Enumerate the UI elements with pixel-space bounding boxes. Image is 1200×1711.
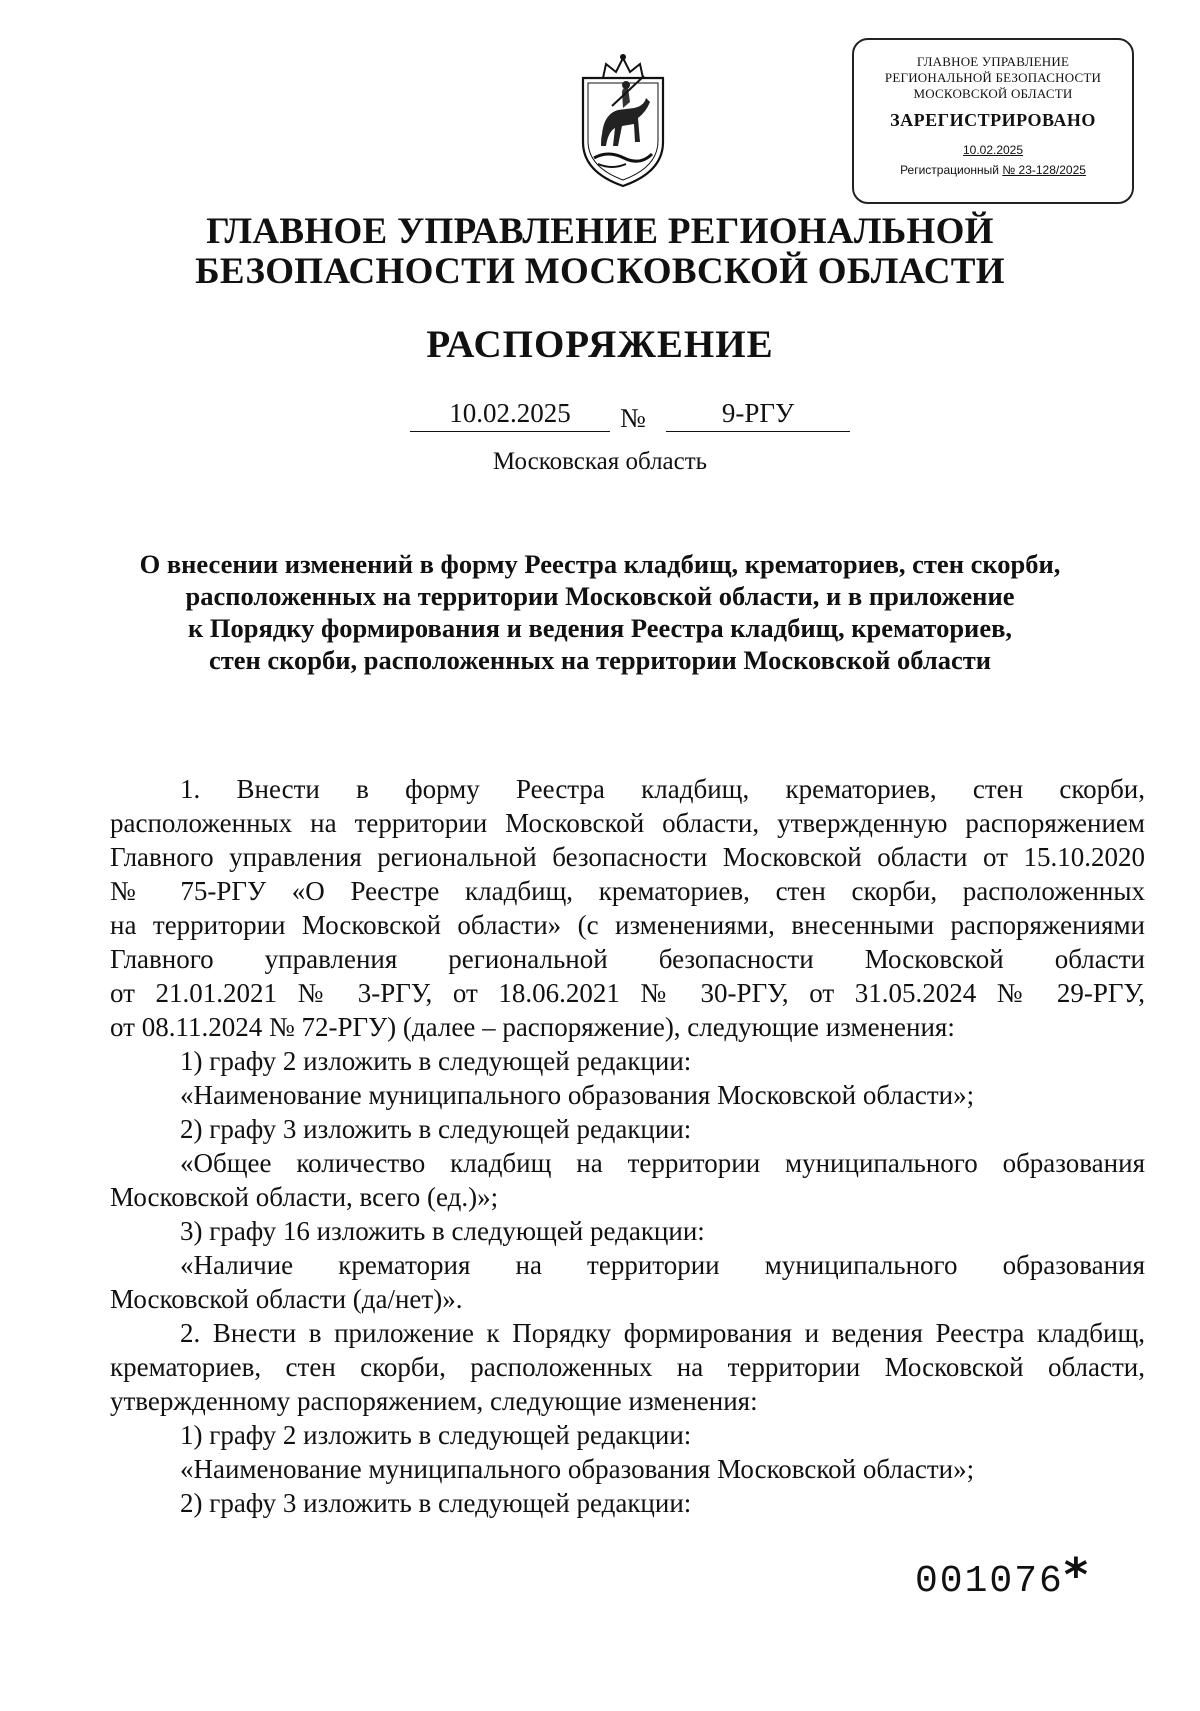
body-line: утвержденному распоряжением, следующие изменения: <box>110 1386 758 1416</box>
body-line: «Наличие крематория на территории муниципального образования <box>180 1250 1145 1280</box>
body-line: крематориев, стен скорби, расположенных на территории Московской области, <box>110 1352 1145 1382</box>
body-line: Московской области (да/нет)». <box>110 1284 463 1314</box>
stamp-date: 10.02.2025 <box>962 143 1024 157</box>
stamp-reg-number <box>854 162 1132 178</box>
body-line: Московской области, всего (ед.)»; <box>110 1182 499 1212</box>
body-line: 2. Внести в приложение к Порядку формирования и ведения Реестра кладбищ, <box>180 1318 1145 1348</box>
stamp-reg-value: № 23-128/2025 <box>1002 163 1086 177</box>
body-line: 2) графу 3 изложить в следующей редакции: <box>180 1488 692 1518</box>
body-line: «Общее количество кладбищ на территории муниципального образования <box>180 1148 1145 1178</box>
body-line: от 21.01.2021 № 3-РГУ, от 18.06.2021 № 30-РГУ, от 31.05.2024 № 29-РГУ, <box>110 978 1145 1008</box>
body-line: 3) графу 16 изложить в следующей редакции: <box>180 1216 705 1246</box>
subject-line: к Порядку формирования и ведения Реестра кладбищ, крематориев, <box>187 613 1013 643</box>
stamp-org-line2: РЕГИОНАЛЬНОЙ БЕЗОПАСНОСТИ <box>884 70 1102 85</box>
registration-stamp <box>852 38 1134 204</box>
document-code-number: 001076 <box>915 1560 1064 1603</box>
body-line: Главного управления региональной безопасности Московской области <box>110 944 1145 974</box>
place: Московская область <box>492 448 708 475</box>
body-line: «Наименование муниципального образования Московской области»; <box>180 1080 975 1110</box>
number-sign: № <box>620 403 646 433</box>
asterisk-mark: * <box>1063 1548 1090 1602</box>
body-line: на территории Московской области» (с изменениями, внесенными распоряжениями <box>110 910 1145 940</box>
document-type: РАСПОРЯЖЕНИЕ <box>426 323 774 366</box>
body-line: от 08.11.2024 № 72-РГУ) (далее – распоряжение), следующие изменения: <box>110 1012 955 1042</box>
stamp-org-line1: ГЛАВНОЕ УПРАВЛЕНИЕ <box>916 54 1070 69</box>
subject-heading <box>120 548 1080 676</box>
subject-line: О внесении изменений в форму Реестра кладбищ, крематориев, стен скорби, <box>139 549 1061 579</box>
document-number: 9-РГУ <box>666 398 850 432</box>
body-line: Главного управления региональной безопасности Московской области от 15.10.2020 <box>110 842 1145 872</box>
document-body <box>110 772 1145 1520</box>
subject-line: расположенных на территории Московской области, и в приложение <box>185 581 1015 611</box>
stamp-status: ЗАРЕГИСТРИРОВАНО <box>890 110 1096 130</box>
body-line: 1) графу 2 изложить в следующей редакции: <box>180 1046 692 1076</box>
stamp-org-line3: МОСКОВСКОЙ ОБЛАСТИ <box>913 86 1073 101</box>
body-line: 1. Внести в форму Реестра кладбищ, крематориев, стен скорби, <box>180 774 1145 804</box>
agency-title-line1: ГЛАВНОЕ УПРАВЛЕНИЕ РЕГИОНАЛЬНОЙ <box>206 211 994 252</box>
body-line: «Наименование муниципального образования Московской области»; <box>180 1454 975 1484</box>
subject-line: стен скорби, расположенных на территории Московской области <box>208 645 992 675</box>
body-line: 2) графу 3 изложить в следующей редакции: <box>180 1114 692 1144</box>
document-date: 10.02.2025 <box>410 398 610 432</box>
body-line: № 75-РГУ «О Реестре кладбищ, крематориев, стен скорби, расположенных <box>110 876 1145 906</box>
agency-title <box>160 212 1040 292</box>
stamp-reg-label: Регистрационный <box>900 163 999 177</box>
agency-title-line2: БЕЗОПАСНОСТИ МОСКОВСКОЙ ОБЛАСТИ <box>195 251 1005 292</box>
coat-of-arms-icon <box>568 50 678 190</box>
date-number-line <box>410 392 850 438</box>
body-line: 1) графу 2 изложить в следующей редакции: <box>180 1420 692 1450</box>
body-line: расположенных на территории Московской области, утвержденную распоряжением <box>110 808 1145 838</box>
document-code <box>915 1548 1090 1603</box>
